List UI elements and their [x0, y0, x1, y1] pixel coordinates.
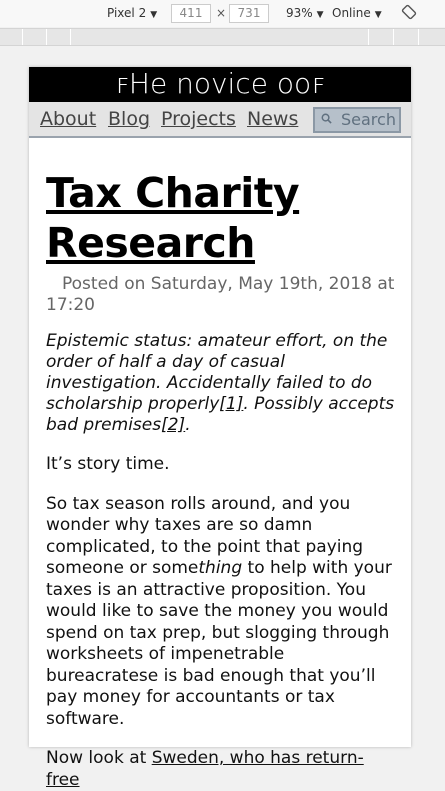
site-banner[interactable]: ꜰHe novice ooꜰ [29, 67, 411, 102]
footnote-link-1[interactable]: [1] [219, 394, 244, 414]
status-text: . Possibly accepts bad premises [46, 394, 395, 435]
emphasis: thing [198, 558, 243, 578]
chevron-down-icon: ▼ [150, 10, 158, 20]
status-text: . [185, 415, 191, 435]
network-label: Online [332, 6, 371, 20]
paragraph-text: Now look at [46, 748, 152, 768]
device-viewport [29, 67, 411, 790]
network-select[interactable] [332, 6, 382, 20]
sweden-link[interactable]: Sweden, who has return-free [46, 748, 364, 790]
nav-about[interactable]: About [40, 108, 97, 130]
device-select[interactable] [107, 6, 157, 20]
paragraph-text: So tax season rolls around, and you wonder why taxes are so damn complicated, to the point that paying someone or some [46, 493, 364, 578]
paragraph [46, 494, 396, 731]
paragraph [46, 748, 396, 791]
nav-blog[interactable]: Blog [108, 108, 150, 130]
search-icon [321, 113, 332, 124]
height-input[interactable]: 731 [229, 4, 269, 23]
post-meta [46, 274, 396, 316]
post-content [46, 168, 396, 791]
search-label: Search [341, 110, 396, 129]
width-input[interactable]: 411 [171, 4, 211, 23]
chevron-down-icon: ▼ [374, 10, 382, 20]
post-title-line2: Research [46, 219, 255, 267]
nav-news[interactable]: News [247, 108, 299, 130]
paragraph: It’s story time. [46, 454, 170, 474]
media-query-ruler[interactable] [0, 28, 445, 46]
paragraph-text: to help with your taxes is an attractive proposition. You would like to save the money you would spend on tax prep, but slogging through worksheets of impenetrable bureacratese is bad enough that you’ll pay money for accountants or tax software. [46, 558, 392, 729]
post-title[interactable] [46, 168, 396, 268]
search-button[interactable] [313, 107, 401, 133]
rotate-icon[interactable] [402, 5, 416, 19]
post-title-line1: Tax Charity [46, 169, 300, 217]
post-date: Posted on Saturday, May 19th, 2018 at 17:20 [46, 274, 395, 315]
footnote-link-2[interactable]: [2] [161, 415, 186, 435]
nav-projects[interactable]: Projects [161, 108, 236, 130]
epistemic-status [46, 331, 396, 436]
device-label: Pixel 2 [107, 6, 147, 20]
zoom-select[interactable] [286, 6, 324, 20]
zoom-label: 93% [286, 6, 313, 20]
dimension-separator: × [216, 6, 227, 20]
device-toolbar [0, 0, 445, 27]
chevron-down-icon: ▼ [316, 10, 324, 20]
status-text: Epistemic status: amateur effort, on the order of half a day of casual investigation. Accidentally failed to do scholarship properly [46, 331, 388, 414]
site-nav [29, 102, 411, 138]
